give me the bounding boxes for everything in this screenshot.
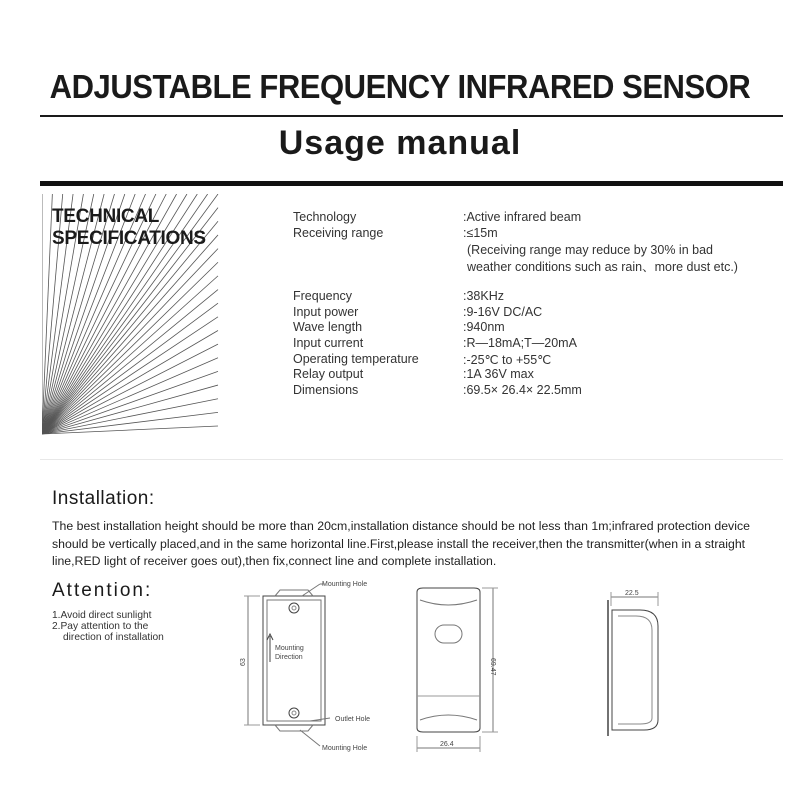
spec-value: :38KHz [463,289,504,303]
sunburst-ray [42,194,52,434]
installation-text: The best installation height should be more than 20cm,installation distance should be not less than 1m;infrared protection device should be vertically placed,and in the same horizontal line.First,please install the receiver,then the transmitter(when in a straight line,RED light of receiver goes out),then fix,connect line and complete installation. [52,519,750,568]
mounting-direction-label-1: Mounting [275,645,304,652]
sensor-lens [435,625,462,643]
side-depth-label: 22.5 [625,590,639,597]
title-divider [40,115,783,117]
mounting-hole-top-label: Mounting Hole [322,581,368,588]
spec-value: :R—18mA;T—20mA [463,336,577,350]
spec-value: :Active infrared beam [463,210,582,224]
top-mounting-hole [289,603,299,613]
sunburst-ray [42,385,218,434]
spec-value: :-25℃ to +55℃ [463,353,552,367]
specifications-heading-line1: TECHNICAL [52,206,160,227]
spec-label: Input current [293,336,364,350]
spec-label: Operating temperature [293,352,419,366]
spec-label: Relay output [293,367,364,381]
header-divider [40,181,783,186]
spec-value: :1A 36V max [463,367,534,381]
side-view-outline [612,610,658,730]
spec-label: Dimensions [293,383,359,397]
front-height-label: 69.47 [489,658,496,676]
spec-label: Frequency [293,289,353,303]
front-view-outline [417,588,480,732]
spec-value: :69.5× 26.4× 22.5mm [463,383,582,397]
specifications-heading [52,206,206,250]
installation-heading: Installation: [52,488,155,509]
sensor-dimension-drawing [230,570,710,760]
section-divider [40,459,783,460]
sunburst-ray [42,221,218,434]
range-note-line2: weather conditions such as rain、more dust etc.) [467,260,738,274]
range-note-line1: (Receiving range may reduce by 30% in bad [467,243,713,257]
sunburst-ray [42,426,218,434]
mounting-direction-label-2: Direction [275,654,303,661]
document-title: ADJUSTABLE FREQUENCY INFRARED SENSOR [49,68,751,105]
attention-item: direction of installation [63,632,164,643]
sunburst-ray [42,303,218,434]
sunburst-ray [42,276,218,434]
spec-label: Wave length [293,320,363,334]
bottom-mounting-hole [289,708,299,718]
attention-heading: Attention: [52,580,153,601]
sunburst-ray [42,412,218,434]
specifications-heading-line2: SPECIFICATIONS [52,228,206,249]
spec-value: :940nm [463,320,505,334]
spec-label: Technology [293,210,357,224]
front-width-label: 26.4 [440,741,454,748]
spec-label: Receiving range [293,226,384,240]
mounting-hole-bottom-label: Mounting Hole [322,745,368,752]
spec-value: :9-16V DC/AC [463,305,543,319]
attention-item: 1.Avoid direct sunlight [52,610,152,621]
spec-value: :≤15m [463,226,498,240]
spec-label: Input power [293,305,359,319]
height-dimension-label: 63 [240,658,247,666]
document-subtitle: Usage manual [278,124,522,162]
outlet-hole-label: Outlet Hole [335,716,371,723]
attention-item: 2.Pay attention to the [52,621,149,632]
